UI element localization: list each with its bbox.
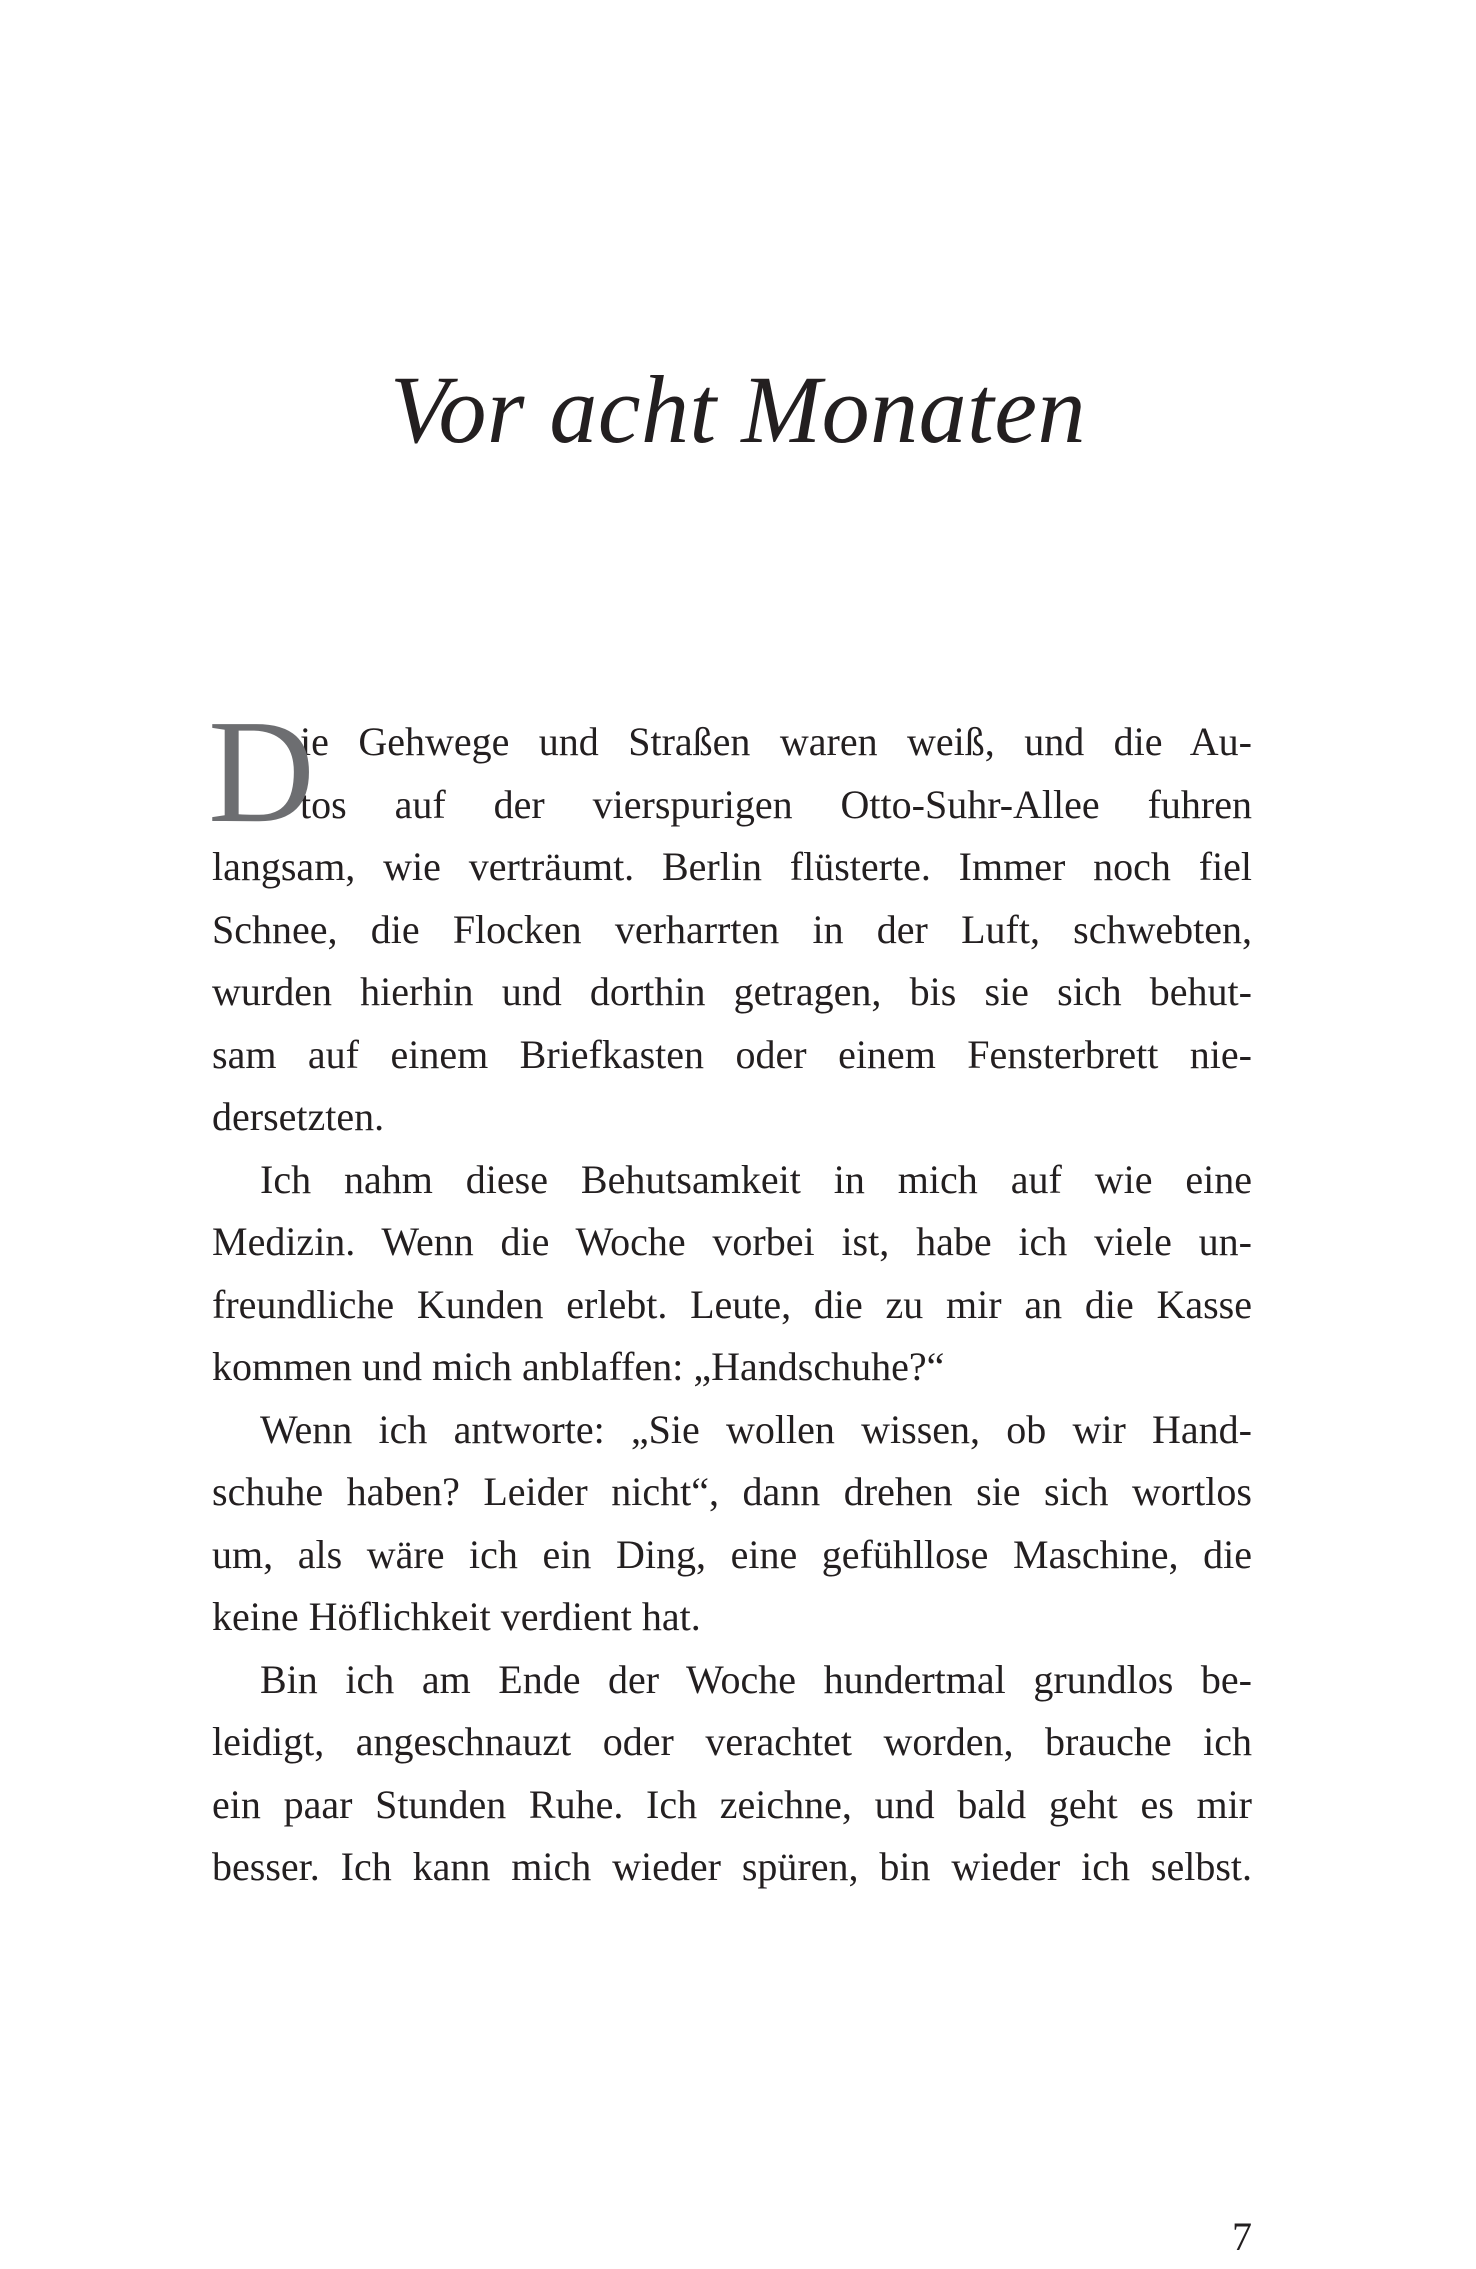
text-line: sam auf einem Briefkasten oder einem Fensterbrett nie- — [212, 1031, 1252, 1077]
text-line: ein paar Stunden Ruhe. Ich zeichne, und bald geht es mir — [212, 1781, 1252, 1827]
drop-cap: D — [208, 690, 315, 854]
text-line: dersetzten. — [212, 1094, 385, 1139]
text-line: freundliche Kunden erlebt. Leute, die zu mir an die Kasse — [212, 1281, 1252, 1327]
text-line: Bin ich am Ende der Woche hundertmal grundlos be- — [260, 1656, 1252, 1702]
text-line: Schnee, die Flocken verharrten in der Luft, schwebten, — [212, 906, 1252, 952]
text-line: schuhe haben? Leider nicht“, dann drehen sie sich wortlos — [212, 1469, 1252, 1514]
page-number: 7 — [1232, 2214, 1252, 2259]
text-line: keine Höflichkeit verdient hat. — [212, 1594, 701, 1639]
text-line: besser. Ich kann mich wieder spüren, bin wieder ich selbst. — [212, 1844, 1252, 1889]
chapter-title: Vor acht Monaten — [390, 356, 1086, 463]
text-line: ie Gehwege und Straßen waren weiß, und die Au- — [300, 719, 1252, 764]
text-line: tos auf der vierspurigen Otto-Suhr-Allee fuhren — [300, 781, 1252, 827]
text-line: kommen und mich anblaffen: „Handschuhe?“ — [212, 1344, 945, 1389]
text-line: wurden hierhin und dorthin getragen, bis sie sich behut- — [212, 969, 1252, 1014]
text-line: um, als wäre ich ein Ding, eine gefühllose Maschine, die — [212, 1531, 1252, 1577]
body-text — [208, 690, 1252, 2259]
text-line: leidigt, angeschnauzt oder verachtet worden, brauche ich — [212, 1719, 1252, 1764]
text-line: Medizin. Wenn die Woche vorbei ist, habe ich viele un- — [212, 1219, 1252, 1264]
text-line: Ich nahm diese Behutsamkeit in mich auf wie eine — [260, 1156, 1252, 1202]
text-line: Wenn ich antworte: „Sie wollen wissen, ob wir Hand- — [260, 1406, 1252, 1452]
text-line: langsam, wie verträumt. Berlin flüsterte. Immer noch fiel — [212, 844, 1252, 889]
